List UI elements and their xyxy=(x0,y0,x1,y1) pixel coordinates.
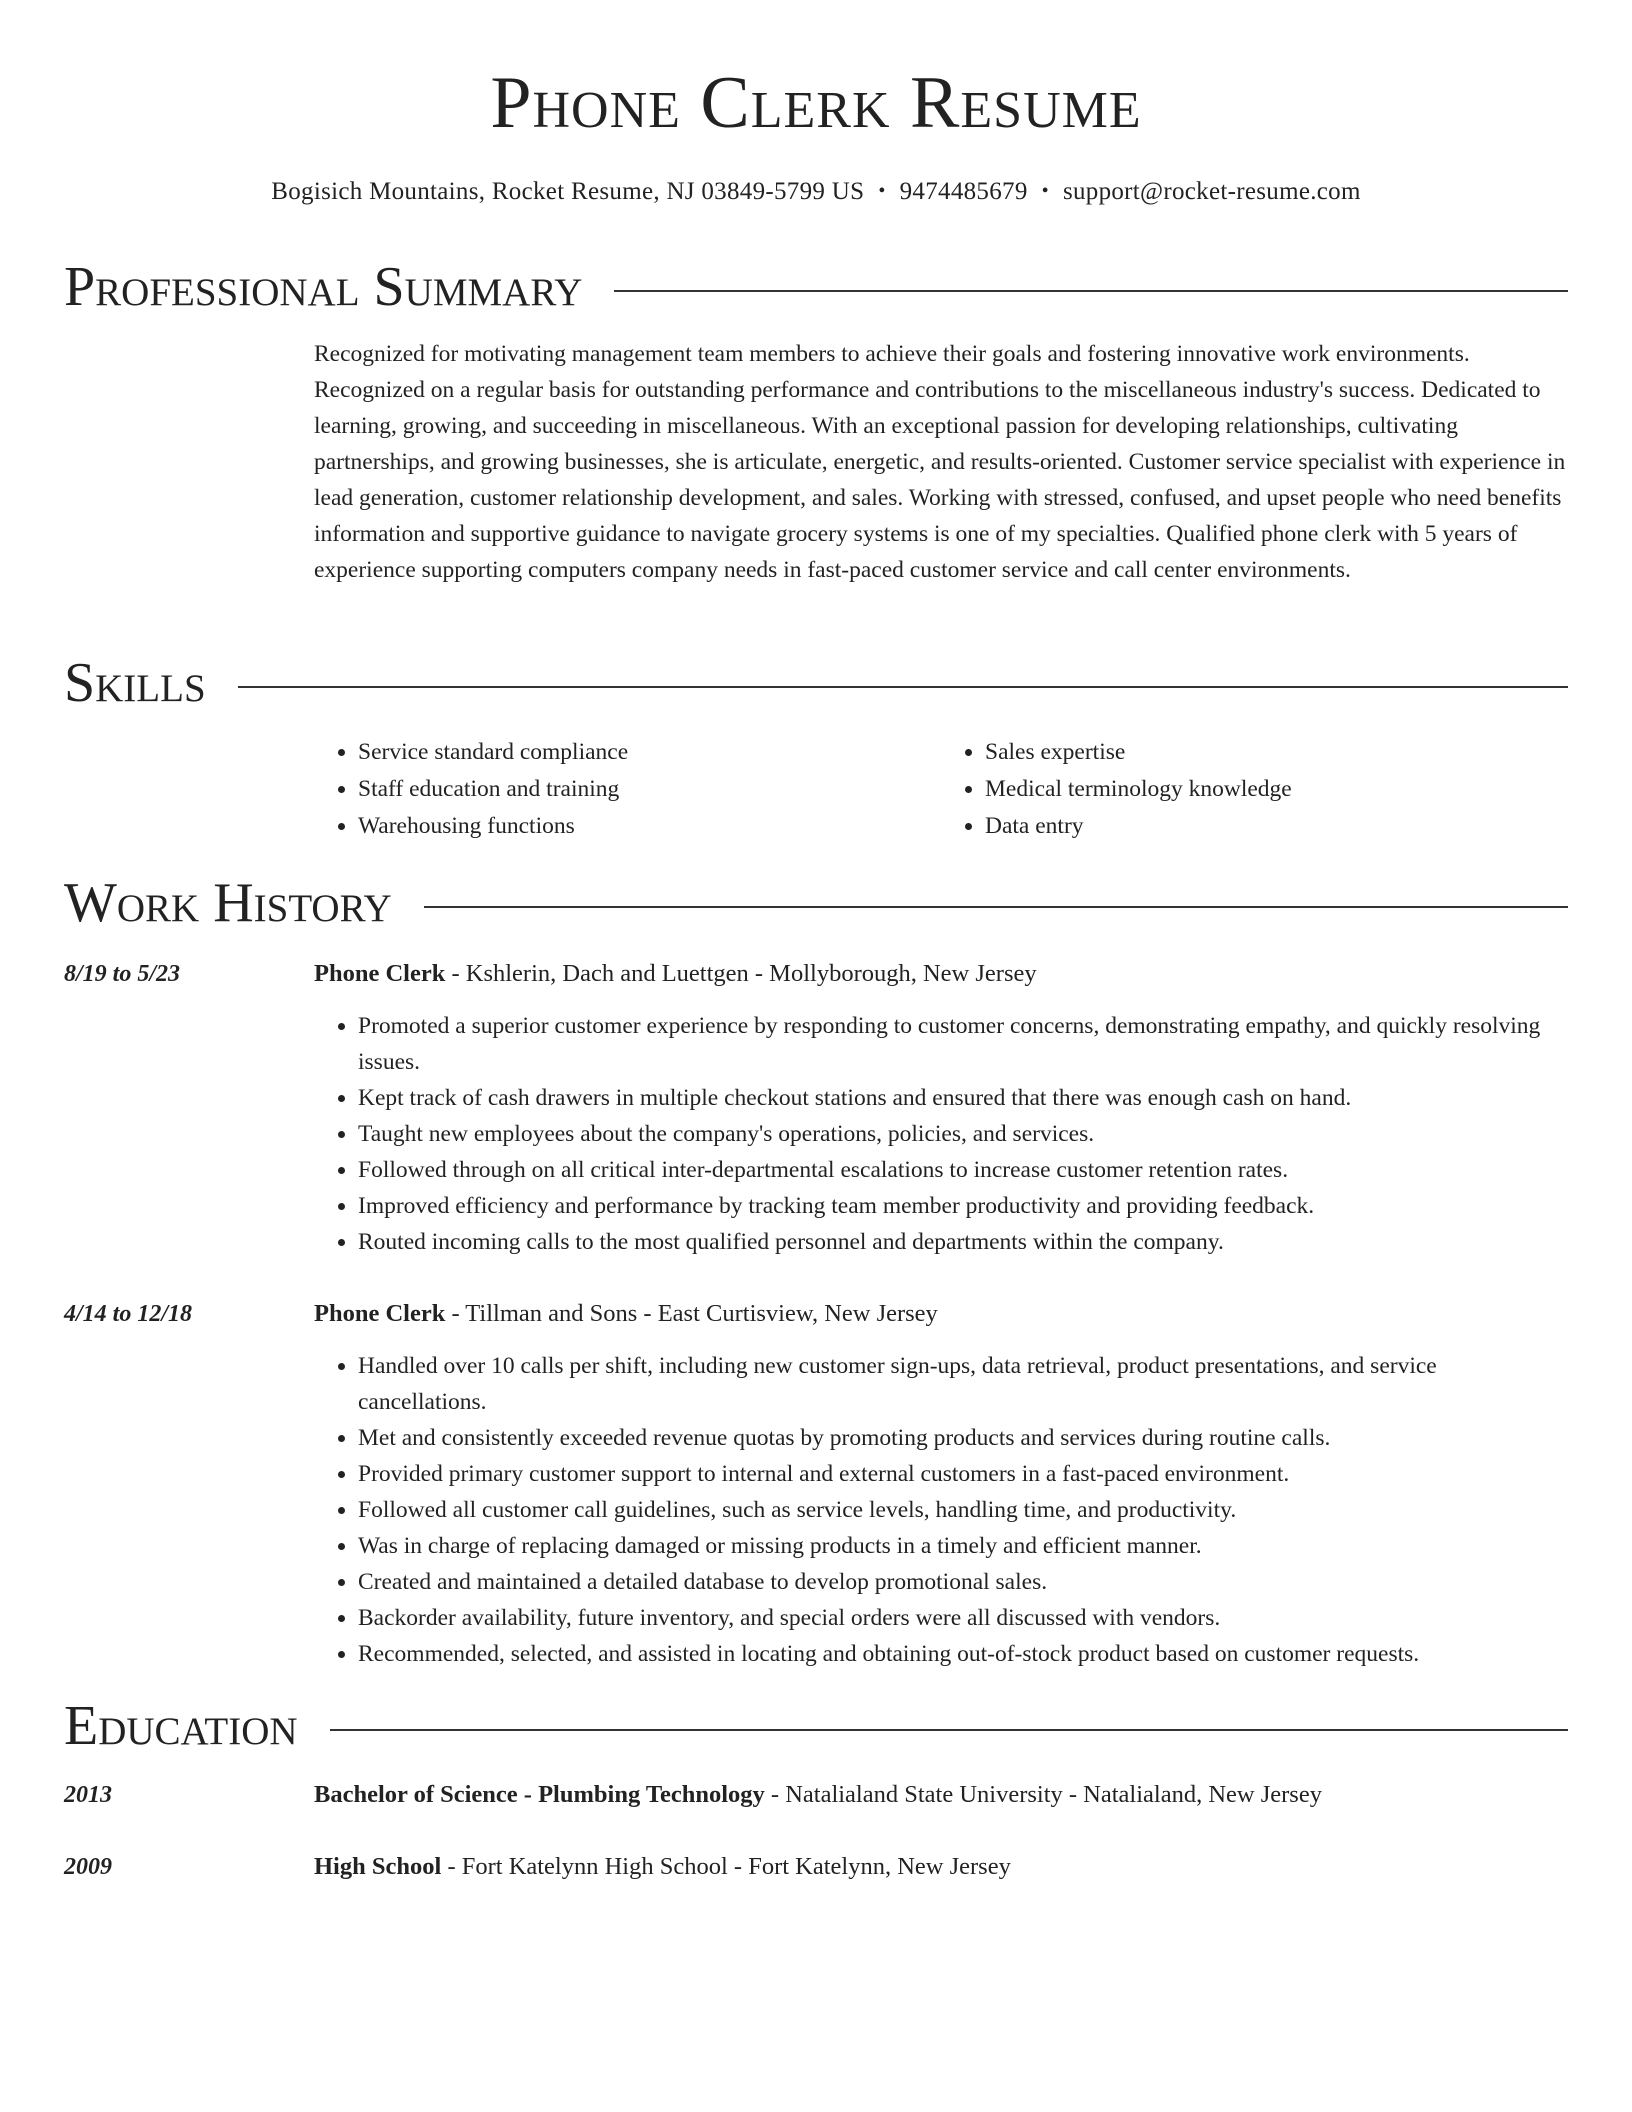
skills-column-right xyxy=(941,734,1568,845)
list-item: • Followed through on all critical inter-departmental escalations to increase customer retention rates. xyxy=(358,1152,1568,1188)
section-divider xyxy=(330,1729,1568,1731)
section-title-work: Work History xyxy=(64,872,392,934)
education-degree: Bachelor of Science - Plumbing Technology xyxy=(314,1781,765,1808)
education-school: - Natalialand State University - Natalialand, New Jersey xyxy=(764,1781,1322,1808)
summary-text: Recognized for motivating management team members to achieve their goals and fostering innovative work environments. Recognized on a regular basis for outstanding performance and contributions to the miscellaneous industry's success. Dedicated to learning, growing, and succeeding in miscellaneous. With an exceptional passion for developing relationships, cultivating partnerships, and growing businesses, she is articulate, energetic, and results-oriented. Customer service specialist with experience in lead generation, customer relationship development, and sales. Working with stressed, confused, and upset people who need benefits information and supportive guidance to navigate grocery systems is one of my specialties. Qualified phone clerk with 5 years of experience supporting computers company needs in fast-paced customer service and call center environments. xyxy=(314,341,1566,583)
resume-title: Phone Clerk Resume xyxy=(490,62,1142,144)
job-dates: 8/19 to 5/23 xyxy=(64,961,181,987)
list-item: • Recommended, selected, and assisted in locating and obtaining out-of-stock product based on customer requests. xyxy=(358,1636,1568,1672)
job-title: Phone Clerk xyxy=(314,1300,446,1327)
job-employer: - Tillman and Sons - East Curtisview, New Jersey xyxy=(445,1300,938,1327)
list-item: • Handled over 10 calls per shift, including new customer sign-ups, data retrieval, product presentations, and service cancellations. xyxy=(358,1348,1568,1420)
contact-phone: 9474485679 xyxy=(899,178,1028,205)
education-degree: High School xyxy=(314,1853,442,1880)
skills-list xyxy=(314,734,1568,845)
section-divider xyxy=(614,290,1568,292)
list-item: • Promoted a superior customer experience by responding to customer concerns, demonstrating empathy, and quickly resolving issues. xyxy=(358,1008,1568,1080)
list-item: • Improved efficiency and performance by tracking team member productivity and providing feedback. xyxy=(358,1188,1568,1224)
job-bullets xyxy=(314,1008,1568,1260)
contact-address: Bogisich Mountains, Rocket Resume, NJ 03849-5799 US xyxy=(271,178,865,205)
list-item: • Provided primary customer support to internal and external customers in a fast-paced environment. xyxy=(358,1456,1568,1492)
section-title-summary: Professional Summary xyxy=(64,256,583,318)
education-entry xyxy=(314,1777,1568,1813)
section-divider xyxy=(238,686,1568,688)
skill-item: • Data entry xyxy=(985,808,1568,845)
skill-item: • Service standard compliance xyxy=(358,734,941,771)
job-dates: 4/14 to 12/18 xyxy=(64,1301,193,1327)
skill-item: • Staff education and training xyxy=(358,771,941,808)
contact-separator: • xyxy=(878,180,886,202)
education-year: 2009 xyxy=(64,1854,112,1880)
work-section-header xyxy=(64,868,1568,938)
list-item: • Was in charge of replacing damaged or missing products in a timely and efficient manner. xyxy=(358,1528,1568,1564)
list-item: • Backorder availability, future inventory, and special orders were all discussed with vendors. xyxy=(358,1600,1568,1636)
list-item: • Kept track of cash drawers in multiple checkout stations and ensured that there was enough cash on hand. xyxy=(358,1080,1568,1116)
education-year: 2013 xyxy=(64,1782,112,1808)
job-title: Phone Clerk xyxy=(314,960,446,987)
contact-line xyxy=(0,174,1632,211)
skill-item: • Sales expertise xyxy=(985,734,1568,771)
contact-separator: • xyxy=(1041,180,1049,202)
list-item: • Routed incoming calls to the most qualified personnel and departments within the company. xyxy=(358,1224,1568,1260)
section-divider xyxy=(424,906,1568,908)
skill-item: • Warehousing functions xyxy=(358,808,941,845)
skill-item: • Medical terminology knowledge xyxy=(985,771,1568,808)
job-heading xyxy=(314,1296,1568,1332)
section-title-education: Education xyxy=(64,1695,298,1757)
education-school: - Fort Katelynn High School - Fort Katelynn, New Jersey xyxy=(441,1853,1011,1880)
summary-section-header xyxy=(64,252,1568,322)
list-item: • Created and maintained a detailed database to develop promotional sales. xyxy=(358,1564,1568,1600)
job-heading xyxy=(314,956,1568,992)
skills-section-header xyxy=(64,648,1568,718)
skills-column-left xyxy=(314,734,941,845)
contact-email: support@rocket-resume.com xyxy=(1062,178,1361,205)
list-item: • Followed all customer call guidelines, such as service levels, handling time, and productivity. xyxy=(358,1492,1568,1528)
education-entry xyxy=(314,1849,1568,1885)
job-employer: - Kshlerin, Dach and Luettgen - Mollyborough, New Jersey xyxy=(445,960,1037,987)
section-title-skills: Skills xyxy=(64,652,206,714)
list-item: • Taught new employees about the company's operations, policies, and services. xyxy=(358,1116,1568,1152)
education-section-header xyxy=(64,1691,1568,1761)
list-item: • Met and consistently exceeded revenue quotas by promoting products and services during routine calls. xyxy=(358,1420,1568,1456)
job-bullets xyxy=(314,1348,1568,1672)
